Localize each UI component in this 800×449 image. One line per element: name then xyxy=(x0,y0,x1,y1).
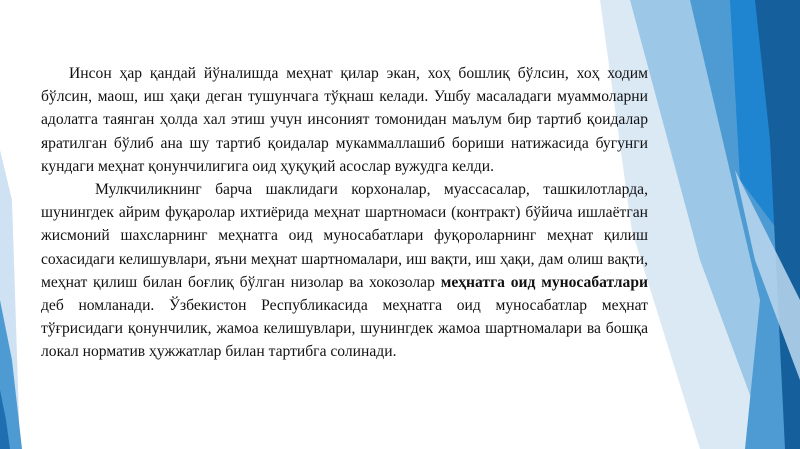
paragraph-1: Инсон ҳар қандай йўналишда меҳнат қилар экан, хоҳ бошлиқ бўлсин, хоҳ ходим бўлсин, маош, иш ҳақи деган тушунчага тўқнаш келади. Ушбу масаладаги муаммоларни адолатга таянган ҳолда хал этиш учун инсоният томонидан маълум бир тартиб қоидалар яратилган бўлиб ана шу тартиб қоидалар мукаммаллашиб бориши натижасида бугунги кундаги меҳнат қонунчилигига оид ҳуқуқий асослар вужудга келди. xyxy=(41,65,648,175)
paragraph-2-rest: деб номланади. Ўзбекистон Республикасида меҳнатга оид муносабатлар меҳнат тўғрисидаги қонунчилик, жамоа келишувлари, шунингдек жамоа шартномалари ва бошқа локал норматив ҳужжатлар билан тартибга солинади. xyxy=(41,297,648,361)
paragraph-2-intro: Мулкчиликнинг барча шаклидаги корхоналар, муассасалар, ташкилотларда, шунингдек айрим фуқаролар ихтиёрида меҳнат шартномаси (контракт) бўйича ишлаётган жисмоний шахсларнинг меҳнатга оид муносабатлари фуқороларнинг меҳнат қилиш сохасидаги келишувлари, яъни меҳнат шартномалари, иш вақти, иш ҳақи, дам олиш вақти, меҳнат қилиш билан боғлиқ бўлган низолар ва хокозолар xyxy=(41,181,648,291)
slide-text xyxy=(41,62,648,364)
paragraph-2 xyxy=(41,178,648,364)
paragraph-2-bold-term: меҳнатга оид муносабатлари xyxy=(440,273,648,291)
